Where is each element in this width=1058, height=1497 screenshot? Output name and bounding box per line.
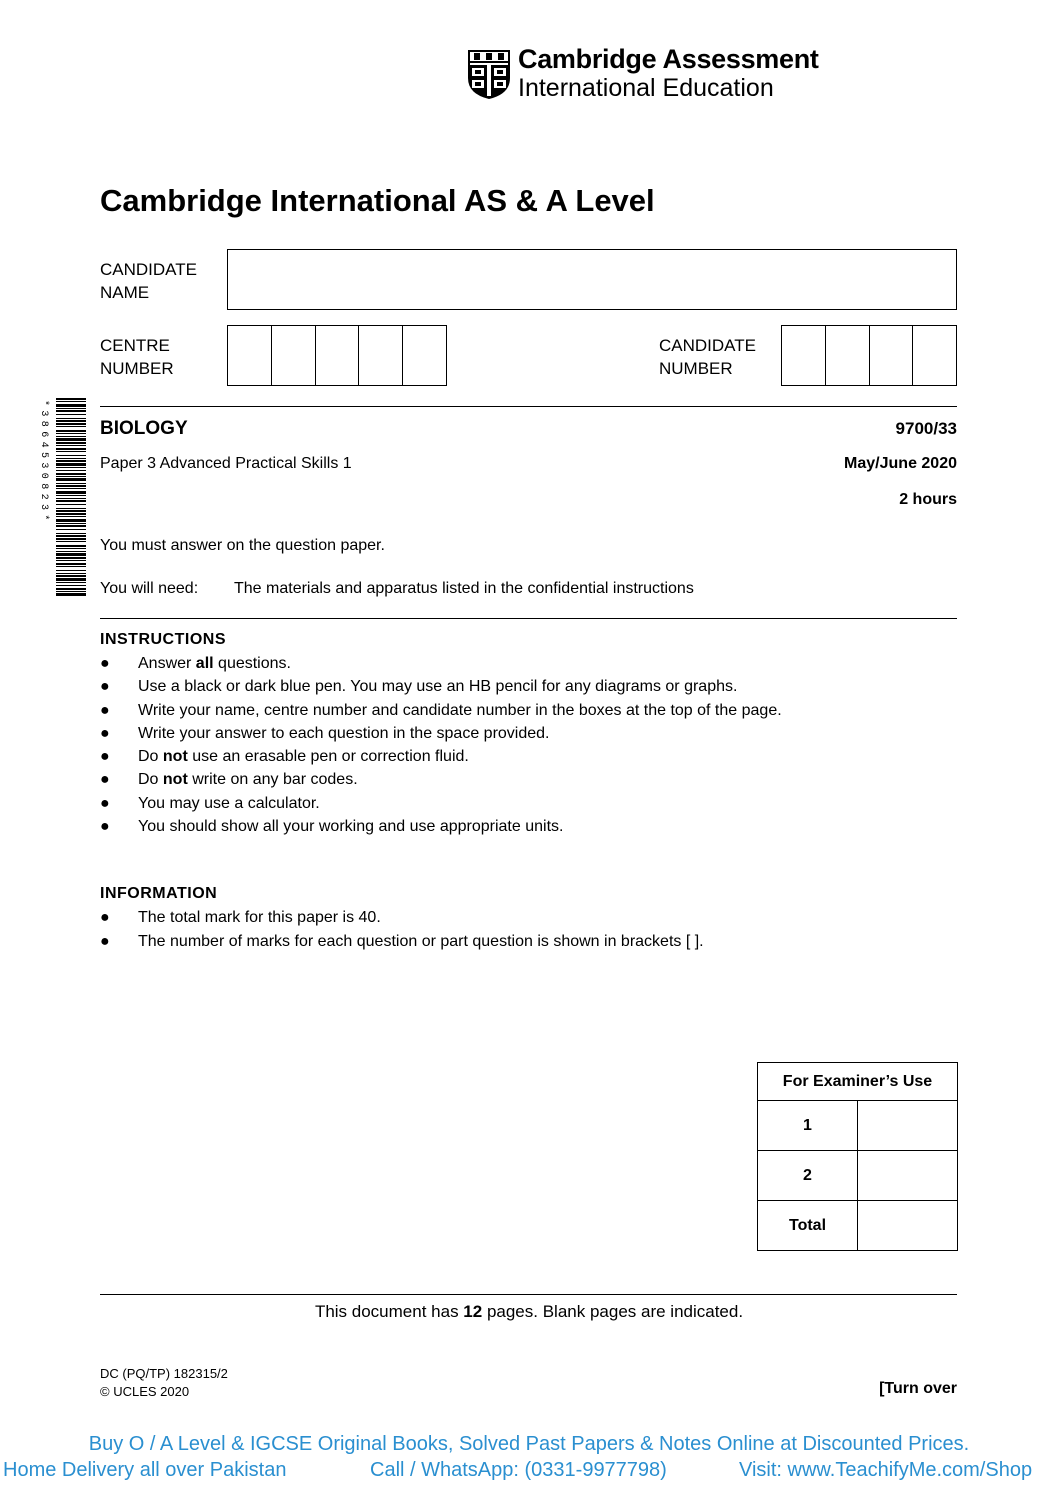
barcode-bar bbox=[56, 473, 86, 475]
bullet-icon: ● bbox=[100, 909, 110, 926]
barcode-bar bbox=[56, 519, 86, 522]
cambridge-shield-icon bbox=[466, 48, 512, 100]
bullet-icon: ● bbox=[100, 701, 110, 719]
list-item: ● The total mark for this paper is 40. bbox=[100, 906, 704, 929]
question-number: 2 bbox=[758, 1151, 858, 1201]
paper-code: 9700/33 bbox=[895, 419, 957, 438]
list-item: ● Do not write on any bar codes. bbox=[100, 768, 782, 791]
barcode-bar bbox=[56, 478, 86, 481]
barcode-bar bbox=[56, 408, 86, 409]
candidate-number-digit-box[interactable] bbox=[870, 326, 914, 385]
barcode-bar bbox=[56, 513, 86, 515]
candidate-number-digit-box[interactable] bbox=[913, 326, 956, 385]
bullet-icon: ● bbox=[100, 655, 110, 672]
barcode-bar bbox=[56, 433, 86, 434]
barcode-bar bbox=[56, 426, 86, 427]
bullet-icon: ● bbox=[100, 678, 110, 696]
examiner-use-table bbox=[757, 1062, 958, 1251]
barcode-bar bbox=[56, 516, 86, 517]
need-label: You will need: bbox=[100, 580, 199, 597]
barcode-bar bbox=[56, 535, 86, 537]
barcode-bar bbox=[56, 551, 86, 552]
list-item: ● You should show all your working and use appropriate units. bbox=[100, 815, 782, 838]
barcode-bar bbox=[56, 458, 86, 459]
barcode-bar bbox=[56, 467, 86, 468]
list-item: ● The number of marks for each question or part question is shown in brackets [ ]. bbox=[100, 929, 704, 954]
centre-number-digit-box[interactable] bbox=[403, 326, 446, 385]
mark-box bbox=[858, 1101, 958, 1151]
list-item: ● Answer all questions. bbox=[100, 652, 782, 675]
divider-middle bbox=[100, 618, 957, 619]
barcode-bar bbox=[56, 578, 86, 581]
total-mark-box bbox=[858, 1201, 958, 1251]
centre-number-digit-box[interactable] bbox=[272, 326, 316, 385]
barcode-bar bbox=[56, 398, 86, 400]
instructions-list bbox=[100, 652, 782, 838]
bullet-icon: ● bbox=[100, 771, 110, 789]
barcode-bar bbox=[56, 404, 86, 407]
barcode-bar bbox=[56, 451, 86, 452]
logo-line-1: Cambridge Assessment bbox=[518, 44, 819, 74]
barcode-bar bbox=[56, 538, 86, 540]
answer-note: You must answer on the question paper. bbox=[100, 537, 385, 554]
document-reference bbox=[100, 1365, 228, 1401]
barcode-bar bbox=[56, 533, 86, 534]
barcode-bar bbox=[56, 525, 86, 527]
barcode-bar bbox=[56, 430, 86, 432]
centre-number-digit-box[interactable] bbox=[316, 326, 360, 385]
exam-duration: 2 hours bbox=[899, 491, 957, 508]
subject-title: BIOLOGY bbox=[100, 418, 188, 439]
bullet-icon: ● bbox=[100, 724, 110, 742]
barcode-bar bbox=[56, 588, 86, 590]
information-heading: INFORMATION bbox=[100, 885, 218, 902]
barcode-bar bbox=[56, 508, 86, 509]
barcode-bar bbox=[56, 510, 86, 512]
barcode-bar bbox=[56, 523, 86, 524]
list-item: ● You may use a calculator. bbox=[100, 792, 782, 815]
barcode-bar bbox=[56, 591, 86, 592]
advert-line-1: Buy O / A Level & IGCSE Original Books, Solved Past Papers & Notes Online at Discounted Prices. bbox=[88, 1433, 970, 1455]
barcode-bar bbox=[56, 573, 86, 574]
barcode-bar bbox=[56, 485, 86, 487]
centre-number-digit-box[interactable] bbox=[228, 326, 272, 385]
barcode bbox=[40, 398, 88, 601]
barcode-bar bbox=[56, 483, 86, 484]
barcode-bar bbox=[56, 418, 86, 419]
advert-delivery: Home Delivery all over Pakistan bbox=[3, 1459, 287, 1481]
barcode-bar bbox=[56, 442, 86, 444]
barcode-bar bbox=[56, 448, 86, 450]
paper-title: Paper 3 Advanced Practical Skills 1 bbox=[100, 455, 352, 472]
divider-top bbox=[100, 406, 957, 407]
barcode-bar bbox=[56, 445, 86, 446]
barcode-bar bbox=[56, 455, 86, 456]
list-item: ● Write your name, centre number and candidate number in the boxes at the top of the page. bbox=[100, 699, 782, 722]
centre-number-boxes bbox=[227, 325, 447, 386]
divider-bottom bbox=[100, 1294, 957, 1295]
barcode-bar bbox=[56, 557, 86, 559]
barcode-text: *3864530823* bbox=[38, 400, 49, 525]
barcode-bar bbox=[56, 541, 86, 542]
doc-ref-code: DC (PQ/TP) 182315/2 bbox=[100, 1366, 228, 1381]
barcode-bar bbox=[56, 463, 86, 466]
barcode-bar bbox=[56, 570, 86, 571]
barcode-bar bbox=[56, 495, 86, 496]
candidate-number-boxes bbox=[781, 325, 957, 386]
copyright: © UCLES 2020 bbox=[100, 1384, 190, 1399]
centre-number-digit-box[interactable] bbox=[359, 326, 403, 385]
information-list bbox=[100, 906, 704, 954]
need-value: The materials and apparatus listed in the confidential instructions bbox=[234, 580, 694, 597]
barcode-bar bbox=[56, 488, 86, 489]
barcode-bar bbox=[56, 563, 86, 565]
candidate-number-digit-box[interactable] bbox=[826, 326, 870, 385]
list-item: ● Use a black or dark blue pen. You may use an HB pencil for any diagrams or graphs. bbox=[100, 675, 782, 698]
barcode-bar bbox=[56, 436, 86, 437]
barcode-bar bbox=[56, 504, 86, 505]
barcode-bar bbox=[56, 560, 86, 561]
candidate-name-box[interactable] bbox=[227, 249, 957, 310]
instructions-heading: INSTRUCTIONS bbox=[100, 631, 226, 648]
barcode-bar bbox=[56, 420, 86, 422]
exam-session: May/June 2020 bbox=[844, 455, 957, 472]
candidate-number-label: CANDIDATE NUMBER bbox=[659, 336, 756, 378]
barcode-bar bbox=[56, 545, 86, 547]
barcode-bar bbox=[56, 500, 86, 502]
bullet-icon: ● bbox=[100, 794, 110, 812]
bullet-icon: ● bbox=[100, 818, 110, 836]
list-item: ● Write your answer to each question in the space provided. bbox=[100, 722, 782, 745]
bullet-icon: ● bbox=[100, 748, 110, 766]
question-number: 1 bbox=[758, 1101, 858, 1151]
barcode-bar bbox=[56, 410, 86, 412]
barcode-bar bbox=[56, 414, 86, 415]
page-count-note: This document has 12 pages. Blank pages are indicated. bbox=[314, 1302, 744, 1321]
total-label: Total bbox=[758, 1201, 858, 1251]
list-item: ● Do not use an erasable pen or correction fluid. bbox=[100, 745, 782, 768]
barcode-bar bbox=[56, 460, 86, 462]
barcode-bar bbox=[56, 582, 86, 583]
advert-call: Call / WhatsApp: (0331-9977798) bbox=[370, 1459, 667, 1481]
barcode-bar bbox=[56, 498, 86, 499]
mark-box bbox=[858, 1151, 958, 1201]
barcode-bar bbox=[56, 491, 86, 494]
barcode-bar bbox=[56, 585, 86, 586]
barcode-bar bbox=[56, 476, 86, 477]
barcode-bar bbox=[56, 401, 86, 402]
barcode-bar bbox=[56, 548, 86, 549]
barcode-bar bbox=[56, 575, 86, 577]
bullet-icon: ● bbox=[100, 933, 110, 951]
candidate-name-label: CANDIDATE NAME bbox=[100, 260, 197, 302]
barcode-bar bbox=[56, 566, 86, 567]
barcode-bar bbox=[56, 553, 86, 556]
examiner-use-heading: For Examiner’s Use bbox=[758, 1063, 958, 1101]
candidate-number-digit-box[interactable] bbox=[782, 326, 826, 385]
centre-number-label: CENTRE NUMBER bbox=[100, 336, 174, 378]
barcode-bar bbox=[56, 593, 86, 596]
advert-visit-link[interactable]: Visit: www.TeachifyMe.com/Shop bbox=[739, 1459, 1033, 1481]
turn-over: [Turn over bbox=[879, 1380, 957, 1397]
barcode-bar bbox=[56, 438, 86, 441]
barcode-bar bbox=[56, 470, 86, 471]
logo-line-2: International Education bbox=[518, 74, 774, 102]
barcode-bar bbox=[56, 529, 86, 530]
qualification-title: Cambridge International AS & A Level bbox=[100, 183, 655, 218]
barcode-bar bbox=[56, 423, 86, 425]
